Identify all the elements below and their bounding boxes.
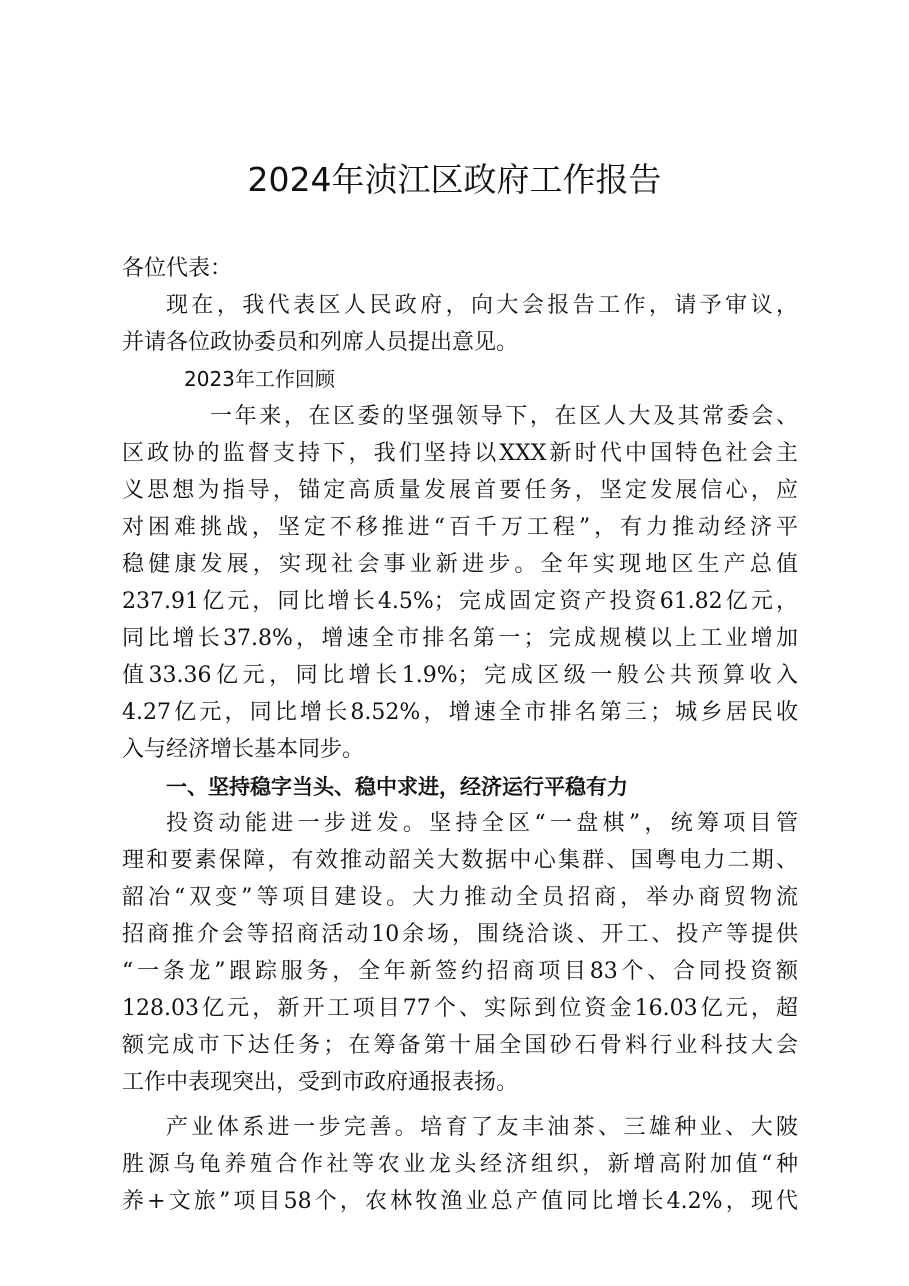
paragraph-line: 招商推介会等招商活动10余场，围绕洽谈、开工、投产等提供 <box>122 922 798 947</box>
paragraph-line: 237.91亿元，同比增长4.5%；完成固定资产投资61.82亿元， <box>122 589 798 614</box>
paragraph-line: 128.03亿元，新开工项目77个、实际到位资金16.03亿元，超 <box>122 996 798 1021</box>
document-title: 2024年浈江区政府工作报告 <box>247 160 662 199</box>
paragraph-line: 4.27亿元，同比增长8.52%，增速全市排名第三；城乡居民收 <box>122 700 798 725</box>
intro-paragraph <box>122 287 798 361</box>
paragraph-line: 对困难挑战，坚定不移推进“百千万工程”，有力推动经济平 <box>122 515 798 540</box>
paragraph-line: 同比增长37.8%，增速全市排名第一；完成规模以上工业增加 <box>122 626 798 651</box>
paragraph-line: 产业体系进一步完善。培育了友丰油茶、三雄种业、大陂 <box>166 1115 798 1140</box>
paragraph-line: 区政协的监督支持下，我们坚持以XXX新时代中国特色社会主 <box>122 441 798 466</box>
paragraph-line: 并请各位政协委员和列席人员提出意见。 <box>122 330 519 355</box>
paragraph-line: 投资动能进一步迸发。坚持全区“一盘棋”，统筹项目管 <box>166 811 798 836</box>
paragraph-line: 值33.36亿元，同比增长1.9%；完成区级一般公共预算收入 <box>122 663 798 688</box>
paragraph-line: 额完成市下达任务；在筹备第十届全国砂石骨料行业科技大会 <box>122 1033 798 1058</box>
paragraph-line: 韶冶“双变”等项目建设。大力推动全员招商，举办商贸物流 <box>122 885 798 910</box>
paragraph-line: 义思想为指导，锚定高质量发展首要任务，坚定发展信心，应 <box>122 478 798 503</box>
salutation: 各位代表： <box>122 256 233 281</box>
paragraph-line: 理和要素保障，有效推动韶关大数据中心集群、国粤电力二期、 <box>122 848 798 873</box>
section-title: 2023年工作回顾 <box>184 367 335 391</box>
paragraph-line: “一条龙”跟踪服务，全年新签约招商项目83个、合同投资额 <box>122 959 798 984</box>
document-body <box>122 250 798 1220</box>
paragraph-gap <box>122 1101 798 1109</box>
industry-paragraph <box>122 1109 798 1220</box>
section-heading: 一、坚持稳字当头、稳中求进，经济运行平稳有力 <box>166 774 628 799</box>
review-paragraph <box>122 398 798 768</box>
paragraph-line: 入与经济增长基本同步。 <box>122 737 365 762</box>
paragraph-line: 工作中表现突出，受到市政府通报表扬。 <box>122 1070 519 1095</box>
paragraph-line: 稳健康发展，实现社会事业新进步。全年实现地区生产总值 <box>122 552 798 577</box>
investment-paragraph <box>122 805 798 1101</box>
paragraph-line: 养+文旅”项目58个，农林牧渔业总产值同比增长4.2%，现代 <box>122 1189 798 1214</box>
paragraph-line: 一年来，在区委的坚强领导下，在区人大及其常委会、 <box>210 404 798 429</box>
paragraph-line: 胜源乌龟养殖合作社等农业龙头经济组织，新增高附加值“种 <box>122 1152 798 1177</box>
paragraph-line: 现在，我代表区人民政府，向大会报告工作，请予审议， <box>166 293 798 318</box>
